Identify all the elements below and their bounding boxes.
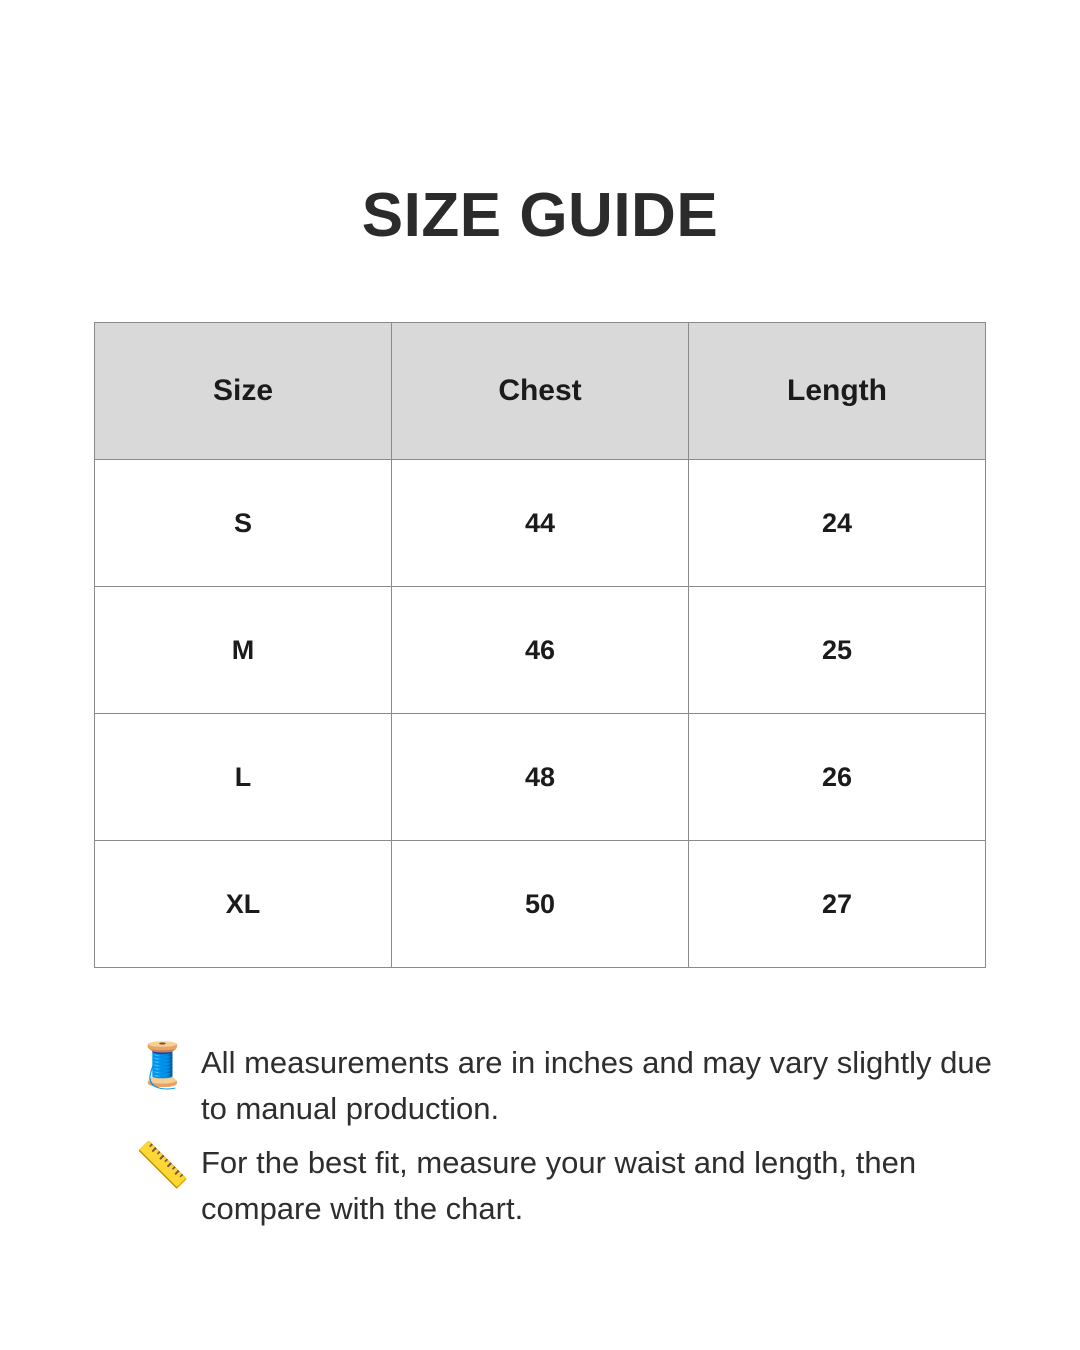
- size-table: [94, 322, 986, 968]
- cell-chest: 50: [392, 841, 689, 968]
- table-row: [95, 587, 986, 714]
- column-header-size: Size: [95, 323, 392, 460]
- column-header-length: Length: [689, 323, 986, 460]
- size-table-container: [94, 322, 986, 968]
- cell-chest: 48: [392, 714, 689, 841]
- table-header-row: [95, 323, 986, 460]
- cell-chest: 44: [392, 460, 689, 587]
- note-text: All measurements are in inches and may vary slightly due to manual production.: [201, 1045, 992, 1127]
- cell-size: S: [95, 460, 392, 587]
- page-title: SIZE GUIDE: [361, 181, 719, 250]
- cell-chest: 46: [392, 587, 689, 714]
- cell-length: 26: [689, 714, 986, 841]
- note-item: [135, 1140, 995, 1232]
- ruler-icon: 📏: [135, 1140, 190, 1192]
- column-header-chest: Chest: [392, 323, 689, 460]
- thread-spool-icon: 🧵: [135, 1040, 190, 1092]
- size-table-header: [95, 323, 986, 460]
- note-text: For the best fit, measure your waist and length, then compare with the chart.: [201, 1145, 917, 1227]
- cell-length: 24: [689, 460, 986, 587]
- cell-size: XL: [95, 841, 392, 968]
- cell-size: M: [95, 587, 392, 714]
- cell-size: L: [95, 714, 392, 841]
- size-table-body: [95, 460, 986, 968]
- notes-section: [85, 1040, 995, 1232]
- table-row: [95, 841, 986, 968]
- table-row: [95, 460, 986, 587]
- table-row: [95, 714, 986, 841]
- cell-length: 27: [689, 841, 986, 968]
- cell-length: 25: [689, 587, 986, 714]
- note-item: [135, 1040, 995, 1132]
